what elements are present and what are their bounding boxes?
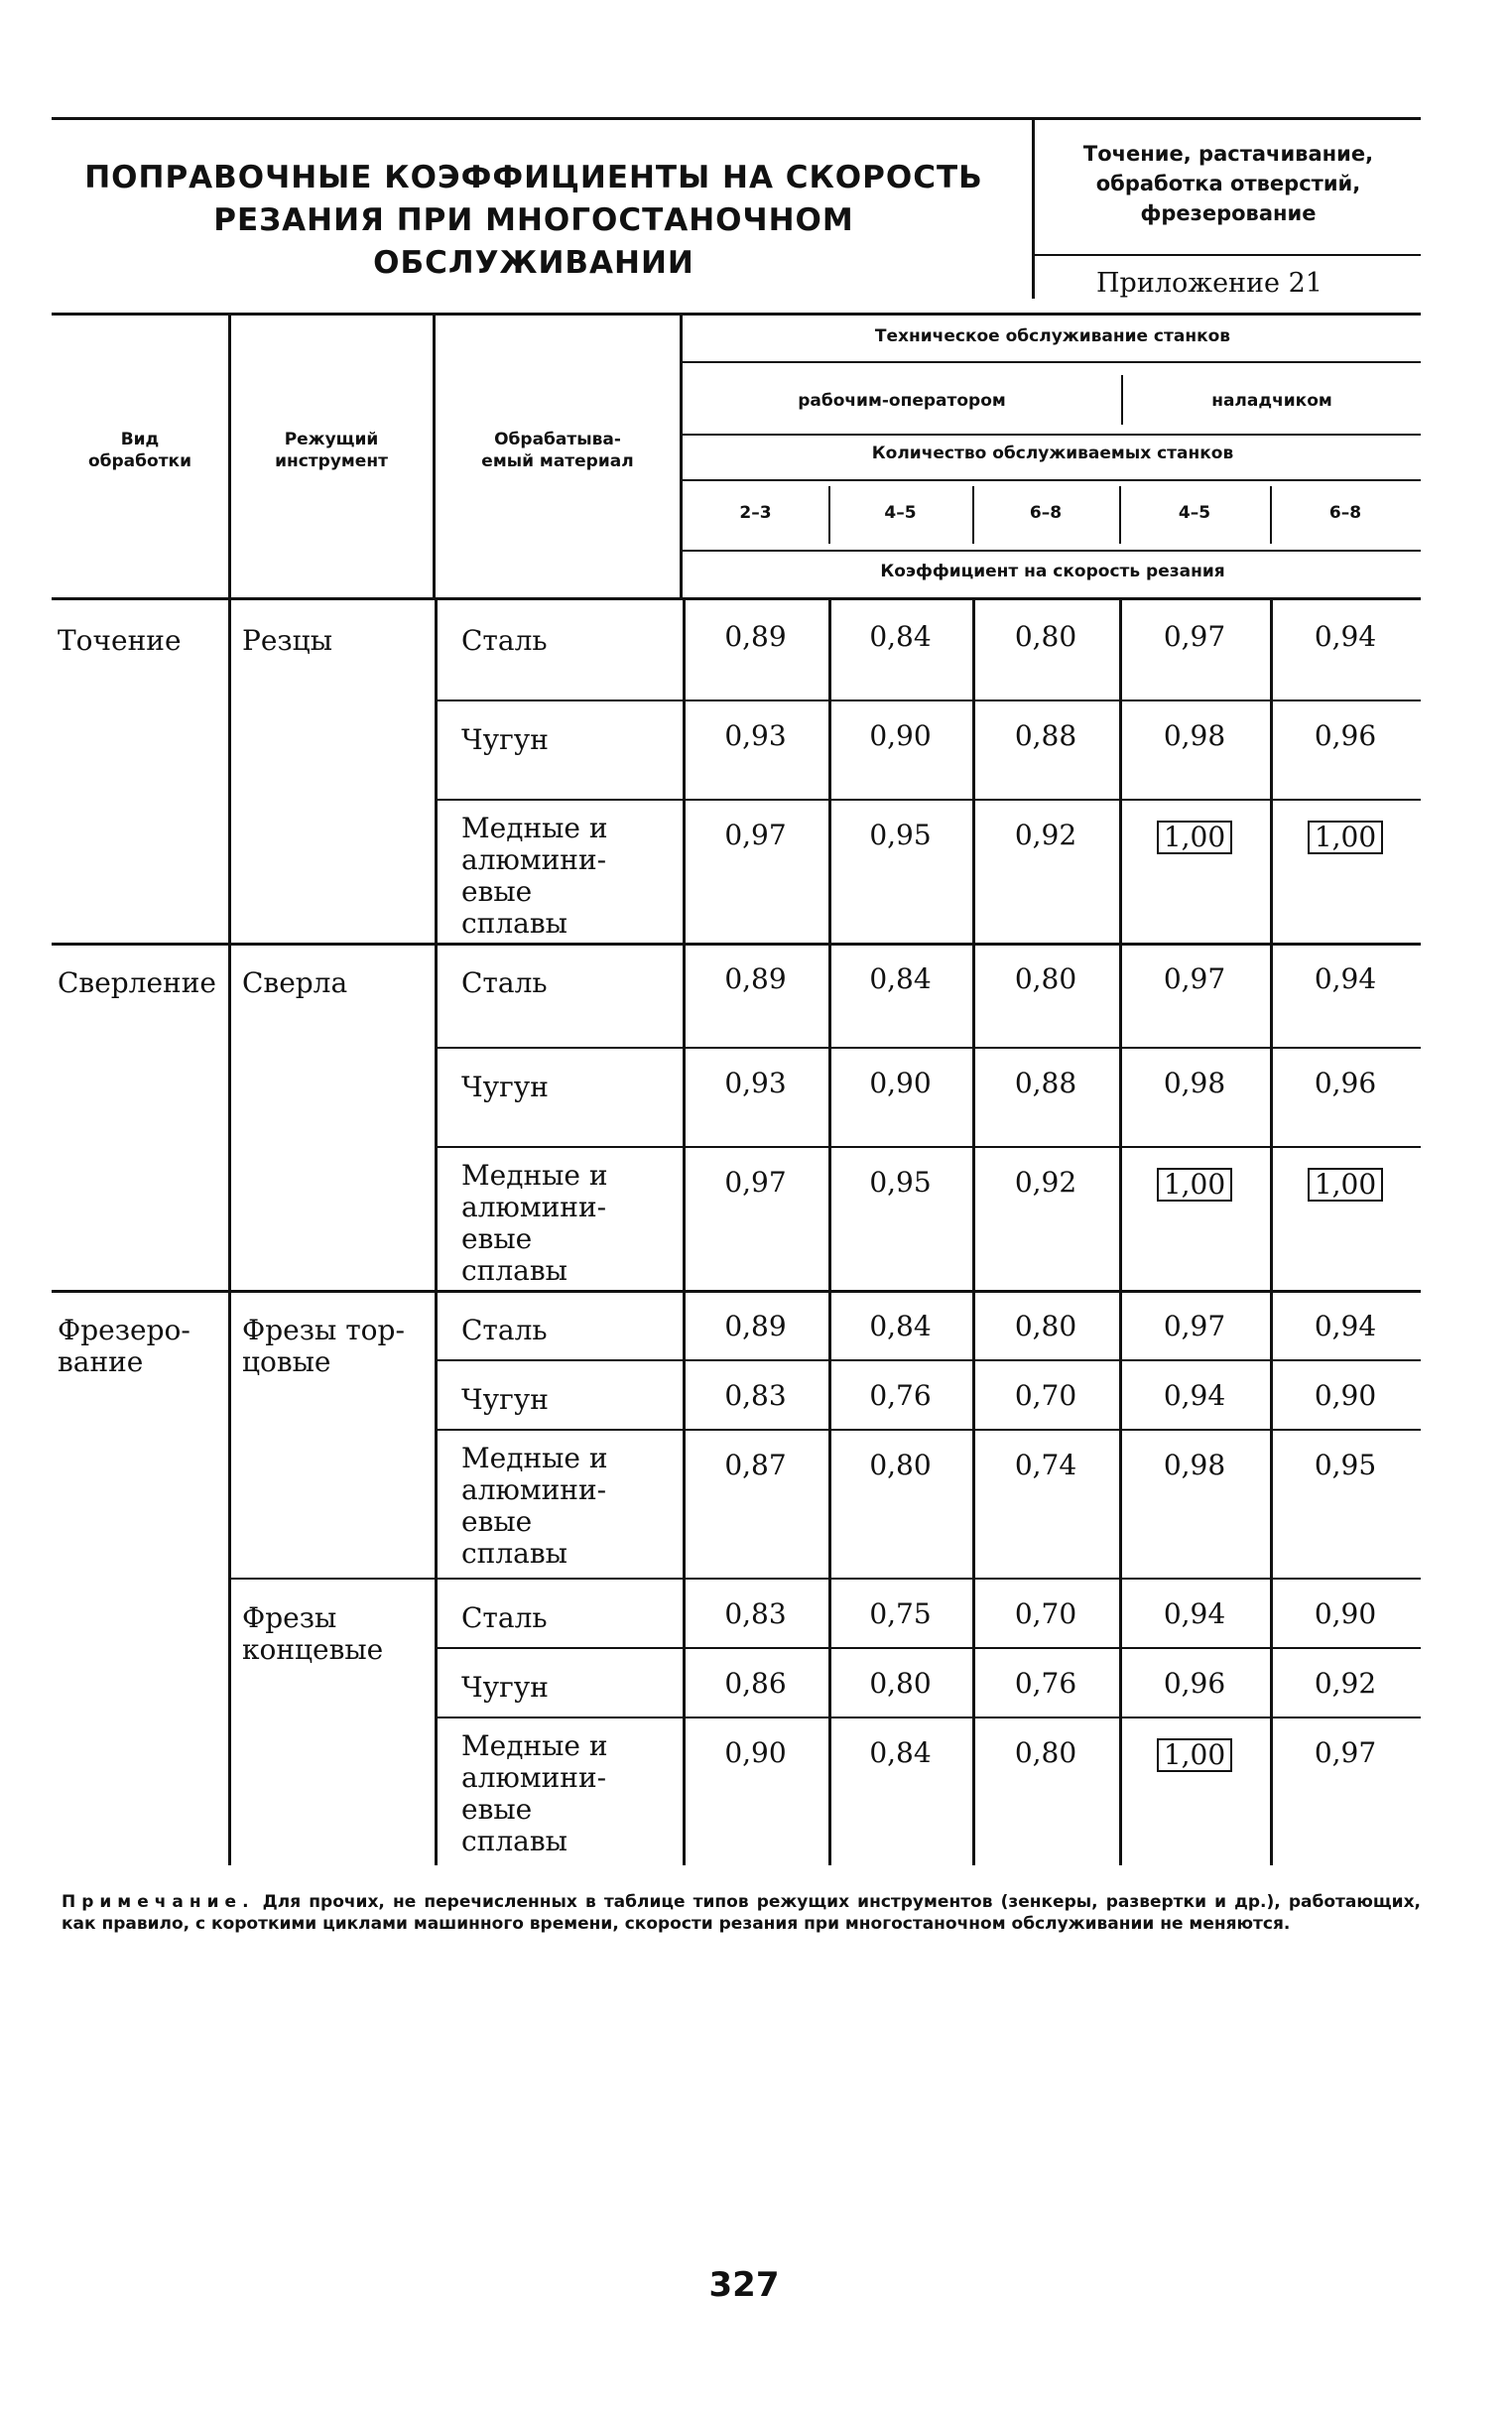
coefficient-cell <box>1270 964 1421 994</box>
value: 0,94 <box>1314 962 1377 995</box>
coefficient-cell <box>828 721 972 751</box>
coefficient-cell <box>828 1738 972 1768</box>
value: 0,84 <box>869 620 932 653</box>
value: 0,96 <box>1314 719 1377 752</box>
material-label-line: Медные и <box>461 812 608 844</box>
header-divider <box>1121 375 1123 425</box>
col-divider <box>1270 1290 1273 1865</box>
value: 0,98 <box>1163 1449 1226 1481</box>
value: 0,90 <box>869 719 932 752</box>
value: 0,86 <box>724 1667 787 1700</box>
coefficient-cell <box>683 821 828 850</box>
header-bottom-rule <box>52 597 1421 600</box>
material-label <box>461 1672 675 1704</box>
coefficient-cell <box>1119 721 1270 751</box>
header-col-divider <box>433 313 436 600</box>
coefficient-cell <box>683 1451 828 1480</box>
material-label <box>461 1602 675 1634</box>
value: 0,90 <box>869 1067 932 1099</box>
value: 0,80 <box>1014 1736 1077 1769</box>
value: 0,89 <box>724 620 787 653</box>
coefficient-cell <box>1119 1451 1270 1480</box>
group-rule <box>52 1290 1421 1293</box>
header-machines-count: Количество обслуживаемых станков <box>871 444 1234 463</box>
coefficient-cell <box>972 1381 1119 1411</box>
col-divider <box>228 600 231 943</box>
material-label-line: алюмини- <box>461 1761 607 1794</box>
header-col-divider <box>680 313 683 600</box>
operation-label <box>58 625 226 657</box>
header-coef: Коэффициент на скорость резания <box>880 562 1225 581</box>
value: 0,84 <box>869 1736 932 1769</box>
col-divider <box>828 600 831 943</box>
value: 0,95 <box>1314 1449 1377 1481</box>
material-label-line: Сталь <box>461 1601 548 1634</box>
coefficient-cell <box>683 1168 828 1198</box>
value: 0,70 <box>1014 1379 1077 1412</box>
coefficient-cell <box>683 964 828 994</box>
material-label-line: алюмини- <box>461 843 607 876</box>
col-divider <box>1270 600 1273 943</box>
material-label <box>461 724 675 756</box>
operation-label-line: вание <box>58 1345 144 1378</box>
coefficient-cell <box>683 1669 828 1699</box>
value: 0,96 <box>1163 1667 1226 1700</box>
value: 0,80 <box>869 1667 932 1700</box>
material-label-line: алюмини- <box>461 1473 607 1506</box>
header-divider <box>1270 486 1272 544</box>
coefficient-cell <box>1270 821 1421 854</box>
tool-label-line: Фрезы тор- <box>242 1314 405 1346</box>
coefficient-cell <box>1270 1069 1421 1098</box>
coefficient-cell <box>1119 1381 1270 1411</box>
header-operation: Вид обработки <box>87 430 192 471</box>
value: 0,75 <box>869 1597 932 1630</box>
material-label-line: Сталь <box>461 1314 548 1346</box>
count-header-cell: 4–5 <box>884 503 917 523</box>
header-by-operator: рабочим-оператором <box>798 391 1006 411</box>
header-by-adjuster: наладчиком <box>1211 391 1332 411</box>
value: 0,83 <box>724 1597 787 1630</box>
coefficient-cell <box>1119 964 1270 994</box>
coefficient-cell <box>1270 1381 1421 1411</box>
count-header-cell: 4–5 <box>1178 503 1211 523</box>
coefficient-cell <box>828 1381 972 1411</box>
appendix-label: Приложение 21 <box>1096 268 1323 299</box>
header-divider <box>828 486 830 544</box>
coefficient-cell <box>972 1599 1119 1629</box>
boxed-value: 1,00 <box>1308 821 1383 854</box>
col-divider <box>228 943 231 1290</box>
count-header-cell: 6–8 <box>1328 503 1362 523</box>
material-label <box>461 1443 675 1570</box>
count-header-cell: 2–3 <box>739 503 772 523</box>
coefficient-cell <box>828 964 972 994</box>
coefficient-cell <box>828 622 972 652</box>
operation-label-line: Фрезеро- <box>58 1314 190 1346</box>
top-rule <box>52 117 1421 120</box>
value: 0,95 <box>869 1166 932 1199</box>
col-divider <box>435 943 438 1290</box>
tool-label <box>242 1315 431 1378</box>
value: 0,94 <box>1163 1379 1226 1412</box>
value: 0,97 <box>1163 962 1226 995</box>
col-divider <box>1270 943 1273 1290</box>
value: 0,80 <box>1014 620 1077 653</box>
col-divider <box>1119 600 1122 943</box>
tool-label-line: Сверла <box>242 966 348 999</box>
scope-rule <box>1032 254 1421 256</box>
boxed-value: 1,00 <box>1157 1168 1232 1202</box>
material-label-line: Медные и <box>461 1442 608 1474</box>
value: 0,76 <box>1014 1667 1077 1700</box>
value: 0,97 <box>724 1166 787 1199</box>
coefficient-cell <box>1119 1738 1270 1772</box>
coefficient-cell <box>972 1669 1119 1699</box>
value: 0,94 <box>1314 1310 1377 1342</box>
header-divider <box>1032 117 1035 299</box>
header-divider <box>1119 486 1121 544</box>
value: 0,97 <box>1163 620 1226 653</box>
value: 0,92 <box>1314 1667 1377 1700</box>
coefficient-cell <box>683 1069 828 1098</box>
material-label-line: евые <box>461 875 533 908</box>
col-divider <box>683 600 686 943</box>
value: 0,94 <box>1163 1597 1226 1630</box>
material-label <box>461 1072 675 1103</box>
footnote-text: Для прочих, не перечисленных в таблице типов режущих инструментов (зенкеры, развертки и др.), работающих, как правило, с короткими циклами машинного времени, скорости резания при многостаночном обслуживании не меняются. <box>62 1892 1421 1934</box>
page-number: 327 <box>708 2265 780 2305</box>
material-label-line: Медные и <box>461 1159 608 1192</box>
coefficient-cell <box>1270 1599 1421 1629</box>
coefficient-cell <box>828 821 972 850</box>
value: 0,70 <box>1014 1597 1077 1630</box>
operation-label-line: Сверление <box>58 966 216 999</box>
footnote-label: Примечание. <box>62 1892 255 1912</box>
material-label-line: Сталь <box>461 966 548 999</box>
value: 0,87 <box>724 1449 787 1481</box>
coefficient-cell <box>972 1168 1119 1198</box>
value: 0,90 <box>1314 1379 1377 1412</box>
coefficient-cell <box>1270 1738 1421 1768</box>
coefficient-cell <box>972 622 1119 652</box>
col-divider <box>228 1290 231 1865</box>
coefficient-cell <box>683 721 828 751</box>
boxed-value: 1,00 <box>1157 821 1232 854</box>
col-divider <box>972 943 975 1290</box>
tool-label-line: Фрезы <box>242 1601 337 1634</box>
coefficient-cell <box>972 821 1119 850</box>
value: 0,92 <box>1014 1166 1077 1199</box>
col-divider <box>683 1290 686 1865</box>
value: 0,89 <box>724 962 787 995</box>
operation-label-line: Точение <box>58 624 182 657</box>
coefficient-cell <box>1119 622 1270 652</box>
value: 0,84 <box>869 1310 932 1342</box>
value: 0,80 <box>1014 1310 1077 1342</box>
value: 0,89 <box>724 1310 787 1342</box>
operation-label <box>58 967 226 999</box>
value: 0,96 <box>1314 1067 1377 1099</box>
coefficient-cell <box>683 622 828 652</box>
tool-label-line: цовые <box>242 1345 331 1378</box>
value: 0,98 <box>1163 719 1226 752</box>
col-divider <box>1119 943 1122 1290</box>
value: 0,90 <box>724 1736 787 1769</box>
value: 0,97 <box>1163 1310 1226 1342</box>
header-rule <box>683 434 1421 436</box>
material-label-line: сплавы <box>461 1254 567 1287</box>
tool-label-line: Резцы <box>242 624 332 657</box>
coefficient-cell <box>1119 821 1270 854</box>
coefficient-cell <box>1270 1312 1421 1341</box>
tool-label <box>242 625 431 657</box>
coefficient-cell <box>683 1738 828 1768</box>
coefficient-cell <box>683 1381 828 1411</box>
value: 0,80 <box>869 1449 932 1481</box>
coefficient-cell <box>1270 1669 1421 1699</box>
tool-label <box>242 1602 431 1666</box>
value: 0,74 <box>1014 1449 1077 1481</box>
material-label-line: Медные и <box>461 1729 608 1762</box>
value: 0,95 <box>869 819 932 851</box>
header-rule <box>683 550 1421 552</box>
coefficient-cell <box>972 1738 1119 1768</box>
header-rule <box>683 479 1421 481</box>
material-label-line: евые <box>461 1793 533 1826</box>
col-divider <box>1119 1290 1122 1865</box>
col-divider <box>972 1290 975 1865</box>
value: 0,94 <box>1314 620 1377 653</box>
header-maintenance: Техническое обслуживание станков <box>874 326 1231 346</box>
coefficient-cell <box>828 1599 972 1629</box>
material-label-line: Чугун <box>461 723 549 756</box>
material-label-line: сплавы <box>461 907 567 940</box>
material-label-line: алюмини- <box>461 1191 607 1223</box>
header-divider <box>972 486 974 544</box>
coefficient-cell <box>972 1312 1119 1341</box>
header-material: Обрабатыва- емый материал <box>481 430 634 471</box>
value: 0,93 <box>724 719 787 752</box>
tool-rule <box>230 1578 1421 1580</box>
table-top-rule <box>52 313 1421 316</box>
coefficient-cell <box>1270 622 1421 652</box>
value: 0,97 <box>1314 1736 1377 1769</box>
scope-label: Точение, растачивание, обработка отверстий, фрезерование <box>1082 142 1374 225</box>
tool-label <box>242 967 431 999</box>
header-rule <box>683 361 1421 363</box>
coefficient-cell <box>1119 1069 1270 1098</box>
value: 0,97 <box>724 819 787 851</box>
footnote <box>62 1891 1421 1935</box>
value: 0,92 <box>1014 819 1077 851</box>
value: 0,83 <box>724 1379 787 1412</box>
value: 0,80 <box>1014 962 1077 995</box>
value: 0,90 <box>1314 1597 1377 1630</box>
value: 0,76 <box>869 1379 932 1412</box>
value: 0,88 <box>1014 719 1077 752</box>
coefficient-cell <box>972 964 1119 994</box>
coefficient-cell <box>1119 1312 1270 1341</box>
col-divider <box>828 1290 831 1865</box>
material-label-line: евые <box>461 1222 533 1255</box>
header-tool: Режущий инструмент <box>275 430 388 471</box>
coefficient-cell <box>1270 1168 1421 1202</box>
boxed-value: 1,00 <box>1157 1738 1232 1772</box>
page-title: ПОПРАВОЧНЫЕ КОЭФФИЦИЕНТЫ НА СКОРОСТЬ РЕЗАНИЯ ПРИ МНОГОСТАНОЧНОМ ОБСЛУЖИВАНИИ <box>84 160 983 281</box>
material-label-line: Чугун <box>461 1383 549 1416</box>
material-label <box>461 625 675 657</box>
coefficient-cell <box>972 721 1119 751</box>
material-label <box>461 1160 675 1287</box>
material-label <box>461 1730 675 1857</box>
coefficient-cell <box>683 1599 828 1629</box>
operation-label <box>58 1315 226 1378</box>
col-divider <box>828 943 831 1290</box>
count-header-cell: 6–8 <box>1029 503 1063 523</box>
material-label-line: Сталь <box>461 624 548 657</box>
coefficient-cell <box>828 1312 972 1341</box>
value: 0,93 <box>724 1067 787 1099</box>
coefficient-cell <box>1119 1168 1270 1202</box>
material-label <box>461 967 675 999</box>
coefficient-cell <box>1270 1451 1421 1480</box>
material-label-line: Чугун <box>461 1671 549 1704</box>
value: 0,88 <box>1014 1067 1077 1099</box>
col-divider <box>435 600 438 943</box>
coefficient-cell <box>1119 1599 1270 1629</box>
coefficient-cell <box>972 1069 1119 1098</box>
material-label-line: Чугун <box>461 1071 549 1103</box>
coefficient-cell <box>683 1312 828 1341</box>
material-label-line: сплавы <box>461 1537 567 1570</box>
material-label <box>461 1384 675 1416</box>
col-divider <box>972 600 975 943</box>
col-divider <box>435 1290 438 1865</box>
value: 0,84 <box>869 962 932 995</box>
coefficient-cell <box>828 1168 972 1198</box>
coefficient-cell <box>1270 721 1421 751</box>
group-rule <box>52 943 1421 946</box>
col-divider <box>683 943 686 1290</box>
coefficient-cell <box>972 1451 1119 1480</box>
header-col-divider <box>228 313 231 600</box>
tool-label-line: концевые <box>242 1633 384 1666</box>
material-label <box>461 1315 675 1346</box>
coefficient-cell <box>828 1669 972 1699</box>
material-label-line: евые <box>461 1505 533 1538</box>
material-label-line: сплавы <box>461 1825 567 1857</box>
material-label <box>461 813 675 940</box>
coefficient-cell <box>828 1451 972 1480</box>
coefficient-cell <box>828 1069 972 1098</box>
value: 0,98 <box>1163 1067 1226 1099</box>
coefficient-cell <box>1119 1669 1270 1699</box>
boxed-value: 1,00 <box>1308 1168 1383 1202</box>
